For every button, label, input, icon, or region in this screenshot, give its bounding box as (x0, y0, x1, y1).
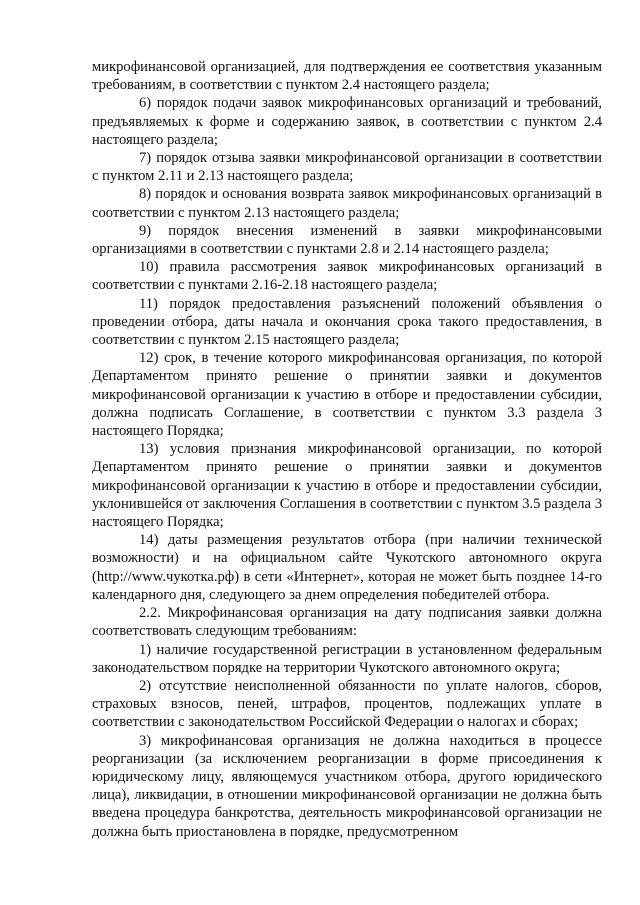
paragraph-item-6: 6) порядок подачи заявок микрофинансовых организаций и требований, предъявляемых к форме и содержанию заявок, в соответствии с пунктом 2.4 настоящего раздела; (92, 95, 602, 148)
paragraph-item-7: 7) порядок отзыва заявки микрофинансовой организации в соответствии с пунктом 2.11 и 2.13 настоящего раздела; (92, 150, 602, 185)
requirement-item-2: 2) отсутствие неисполненной обязанности по уплате налогов, сборов, страховых взносов, пеней, штрафов, процентов, подлежащих уплате в соответствии с законодательством Российской Федерации о налогах и сборах; (92, 677, 602, 731)
paragraph-item-13: 13) условия признания микрофинансовой организации, по которой Департаментом принято решение о принятии заявки и документов микрофинансовой организации к участию в отборе и предоставлении субсидии, уклонившейся от заключения Соглашения в соответствии с пунктом 3.5 раздела 3 настоящего Порядка; (92, 441, 602, 531)
paragraph-item-11: 11) порядок предоставления разъяснений положений объявления о проведении отбора, даты начала и окончания срока такого предоставления, в соответствии с пунктом 2.15 настоящего раздела; (92, 295, 602, 349)
document-page (92, 58, 602, 841)
paragraph-item-10: 10) правила рассмотрения заявок микрофинансовых организаций в соответствии с пунктами 2.16-2.18 настоящего раздела; (92, 259, 602, 294)
requirement-item-1: 1) наличие государственной регистрации в установленном федеральным законодательством порядке на территории Чукотского автономного округа; (92, 641, 602, 676)
section-2-2-paragraph: 2.2. Микрофинансовая организация на дату подписания заявки должна соответствовать следующим требованиям: (92, 605, 602, 640)
paragraph-item-12: 12) срок, в течение которого микрофинансовая организация, по которой Департаментом принято решение о принятии заявки и документов микрофинансовой организации к участию в отборе и предоставлении субсидии, должна подписать Соглашение, в соответствии с пунктом 3.3 раздела 3 настоящего Порядка; (92, 350, 602, 440)
paragraph-item-14: 14) даты размещения результатов отбора (при наличии технической возможности) и на официальном сайте Чукотского автономного округа (http://www.чукотка.рф) в сети «Интернет», которая не может быть позднее 14-го календарного дня, следующего за днем определения победителей отбора. (92, 532, 602, 603)
paragraph-item-9: 9) порядок внесения изменений в заявки микрофинансовыми организациями в соответствии с пунктами 2.8 и 2.14 настоящего раздела; (92, 222, 602, 258)
paragraph-continuation: микрофинансовой организацией, для подтверждения ее соответствия указанным требованиям, в соответствии с пунктом 2.4 настоящего раздела; (92, 59, 602, 94)
paragraph-item-8: 8) порядок и основания возврата заявок микрофинансовых организаций в соответствии с пунктом 2.13 настоящего раздела; (92, 186, 602, 221)
requirement-item-3: 3) микрофинансовая организация не должна находиться в процессе реорганизации (за исключением реорганизации в форме присоединения к юридическому лицу, являющемуся участником отбора, другого юридического лица), ликвидации, в отношении микрофинансовой организации не должна быть введена процедура банкротства, деятельность микрофинансовой организации не должна быть приостановлена в порядке, предусмотренном (92, 732, 602, 840)
